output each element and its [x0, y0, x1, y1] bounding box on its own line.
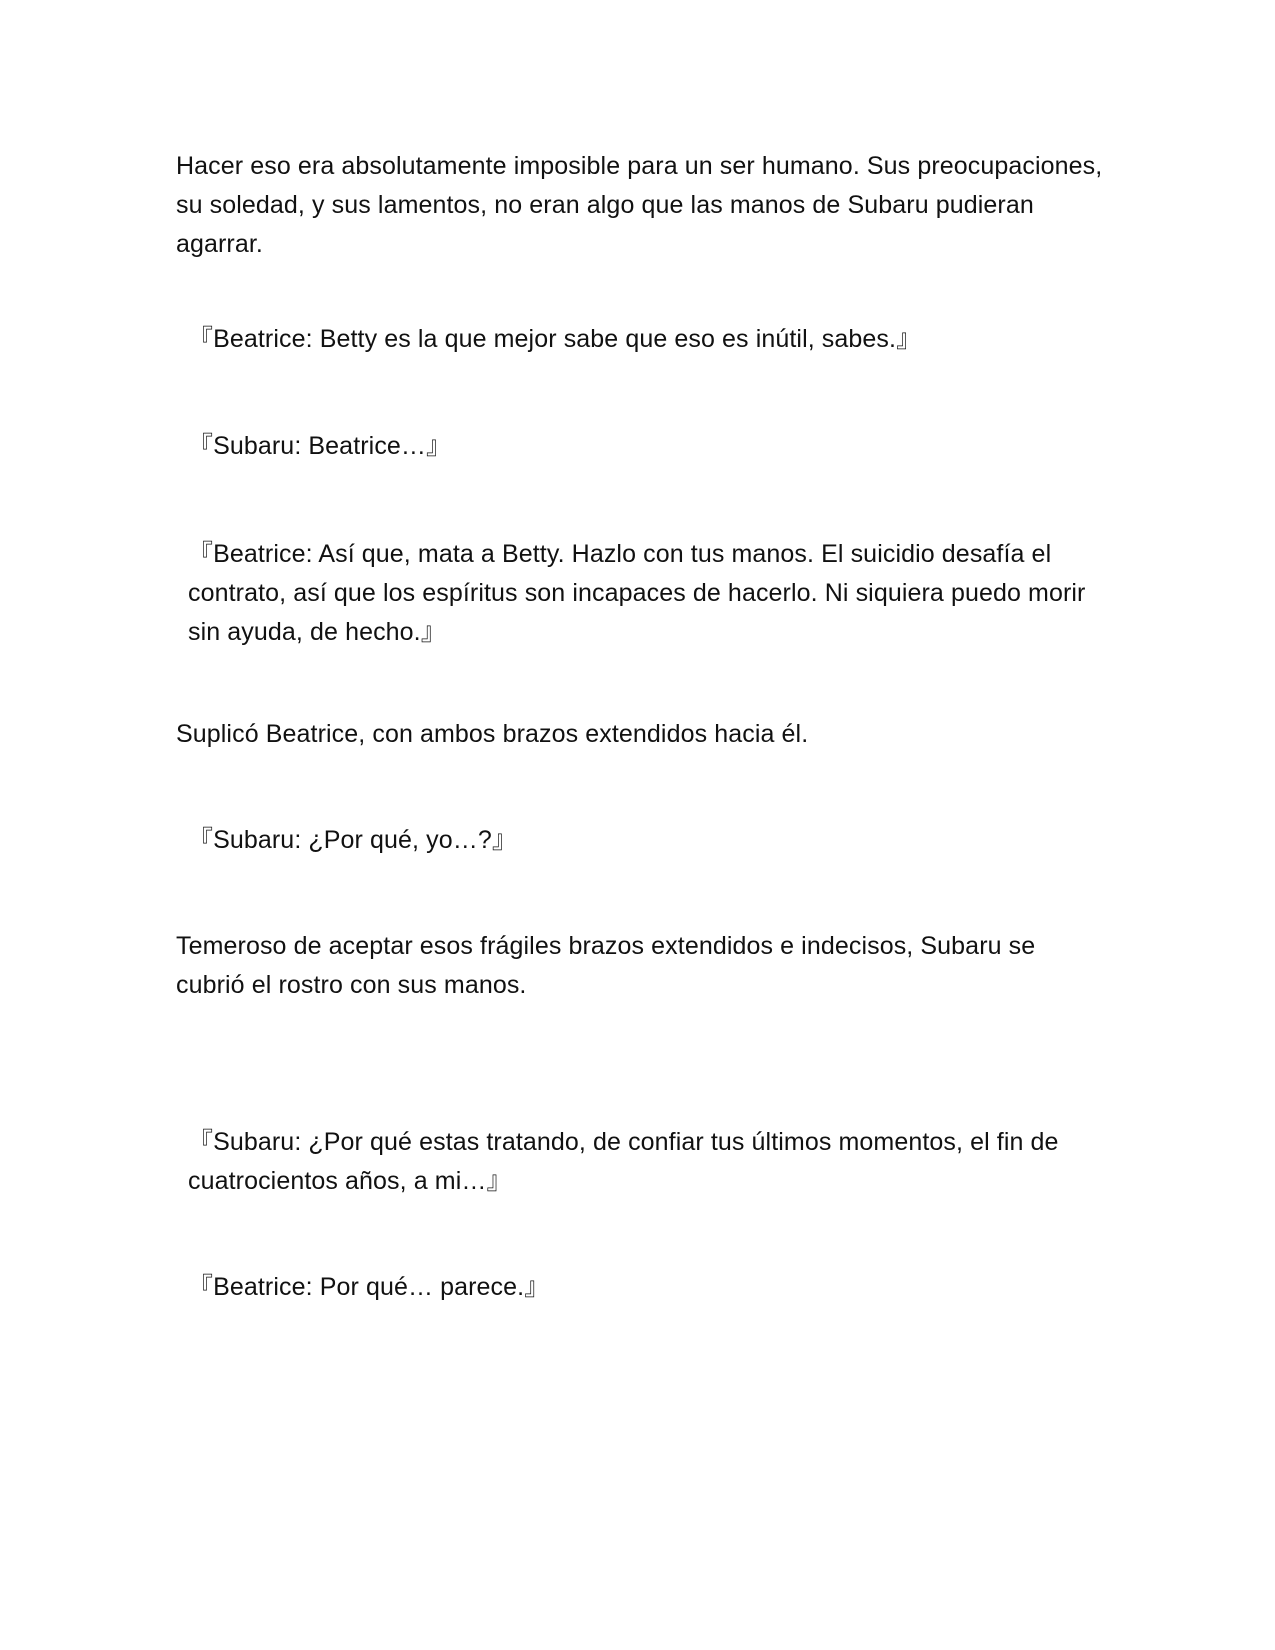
dialogue-line: 『Subaru: ¿Por qué, yo…?』 — [188, 826, 517, 854]
dialogue-line: 『Beatrice: Así que, mata a Betty. Hazlo con tus manos. El suicidio desafía el contrato, así que los espíritus son incapaces de hacerlo. Ni siquiera puedo morir sin ayuda, de hecho.』 — [188, 540, 1086, 646]
narration-paragraph: Temeroso de aceptar esos frágiles brazos extendidos e indecisos, Subaru se cubrió el rostro con sus manos. — [176, 932, 1036, 999]
narration-paragraph: Suplicó Beatrice, con ambos brazos extendidos hacia él. — [176, 720, 809, 748]
dialogue-line: 『Beatrice: Betty es la que mejor sabe que eso es inútil, sabes.』 — [188, 325, 922, 353]
dialogue-line: 『Beatrice: Por qué… parece.』 — [188, 1273, 550, 1301]
dialogue-line: 『Subaru: ¿Por qué estas tratando, de confiar tus últimos momentos, el fin de cuatrocientos años, a mi…』 — [188, 1128, 1059, 1195]
narration-paragraph: Hacer eso era absolutamente imposible para un ser humano. Sus preocupaciones, su soledad, y sus lamentos, no eran algo que las manos de Subaru pudieran agarrar. — [176, 152, 1103, 258]
dialogue-line: 『Subaru: Beatrice…』 — [188, 432, 452, 460]
